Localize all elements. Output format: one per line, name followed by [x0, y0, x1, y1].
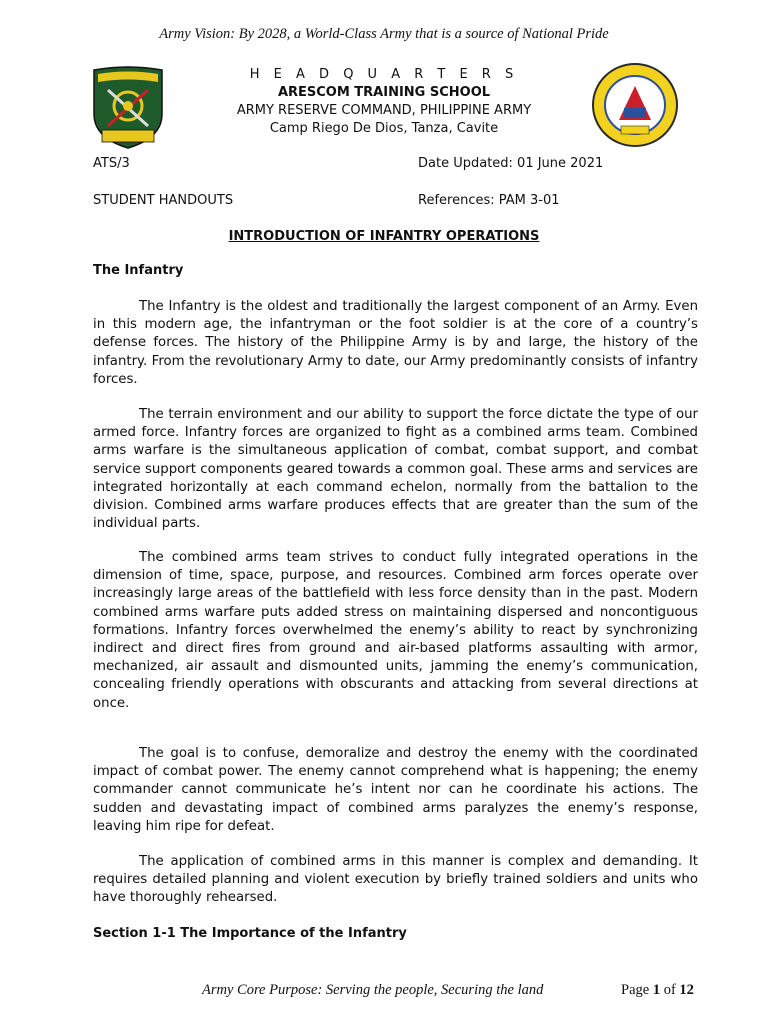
- page-word: Page: [621, 982, 650, 998]
- paragraph-3: The combined arms team strives to conduct fully integrated operations in the dimension of time, space, purpose, and resources. Combined arm forces operate over increasingly large areas of the battlefield with less force density than in the past. Modern combined arms warfare puts added stress on maintaining dispersed and noncontiguous formations. Infantry forces overwhelmed the enemy’s ability to react by synchronizing indirect and direct fires from ground and air-based platforms assaulting with armor, mechanized, air assault and dismounted units, jamming the enemy’s communication, concealing friendly operations with obscurants and attacking from several directions at once.: [93, 550, 698, 711]
- paragraph-5: The application of combined arms in this manner is complex and demanding. It requires detailed planning and violent execution by briefly trained soldiers and units who have thoroughly rehearsed.: [93, 854, 698, 906]
- section-heading-infantry: The Infantry: [93, 263, 184, 278]
- document-title: INTRODUCTION OF INFANTRY OPERATIONS: [228, 229, 540, 244]
- command-name: ARMY RESERVE COMMAND, PHILIPPINE ARMY: [236, 103, 532, 118]
- school-name: ARESCOM TRAINING SCHOOL: [277, 85, 491, 100]
- army-core-purpose-footer: Army Core Purpose: Serving the people, Securing the land: [202, 982, 544, 998]
- page-of: of: [663, 982, 676, 998]
- paragraph-1: The Infantry is the oldest and traditionally the largest component of an Army. Even in this modern age, the infantryman or the foot soldier is at the core of a country’s defense forces. The history of the Philippine Army is by and large, the history of the infantry. From the revolutionary Army to date, our Army predominantly consists of infantry forces.: [93, 299, 698, 387]
- page-number: [621, 982, 694, 999]
- section-heading-importance: Section 1-1 The Importance of the Infantry: [93, 926, 407, 941]
- page-total: 12: [679, 982, 694, 998]
- letterhead: [0, 66, 768, 138]
- army-vision-header: Army Vision: By 2028, a World-Class Army that is a source of National Pride: [159, 26, 609, 42]
- document-code: ATS/3: [93, 156, 130, 171]
- paragraph-4: The goal is to confuse, demoralize and destroy the enemy with the coordinated impact of combat power. The enemy cannot comprehend what is happening; the enemy commander cannot communicate he’s intent nor can he coordinate his actions. The sudden and devastating impact of combined arms paralyzes the enemy’s response, leaving him ripe for defeat.: [93, 746, 698, 834]
- date-updated: Date Updated: 01 June 2021: [418, 156, 604, 171]
- document-type: STUDENT HANDOUTS: [93, 193, 234, 208]
- headquarters-label: H E A D Q U A R T E R S: [249, 67, 519, 82]
- camp-address: Camp Riego De Dios, Tanza, Cavite: [269, 121, 499, 136]
- page-current: 1: [652, 982, 661, 998]
- references: References: PAM 3-01: [418, 193, 560, 208]
- paragraph-2: The terrain environment and our ability to support the force dictate the type of our armed force. Infantry forces are organized to fight as a combined arms team. Combined arms warfare is the simultaneous application of combat, combat support, and combat service support components geared towards a common goal. These arms and services are integrated horizontally at each command echelon, normally from the battalion to the division. Combined arms warfare produces effects that are greater than the sum of the individual parts.: [93, 407, 698, 532]
